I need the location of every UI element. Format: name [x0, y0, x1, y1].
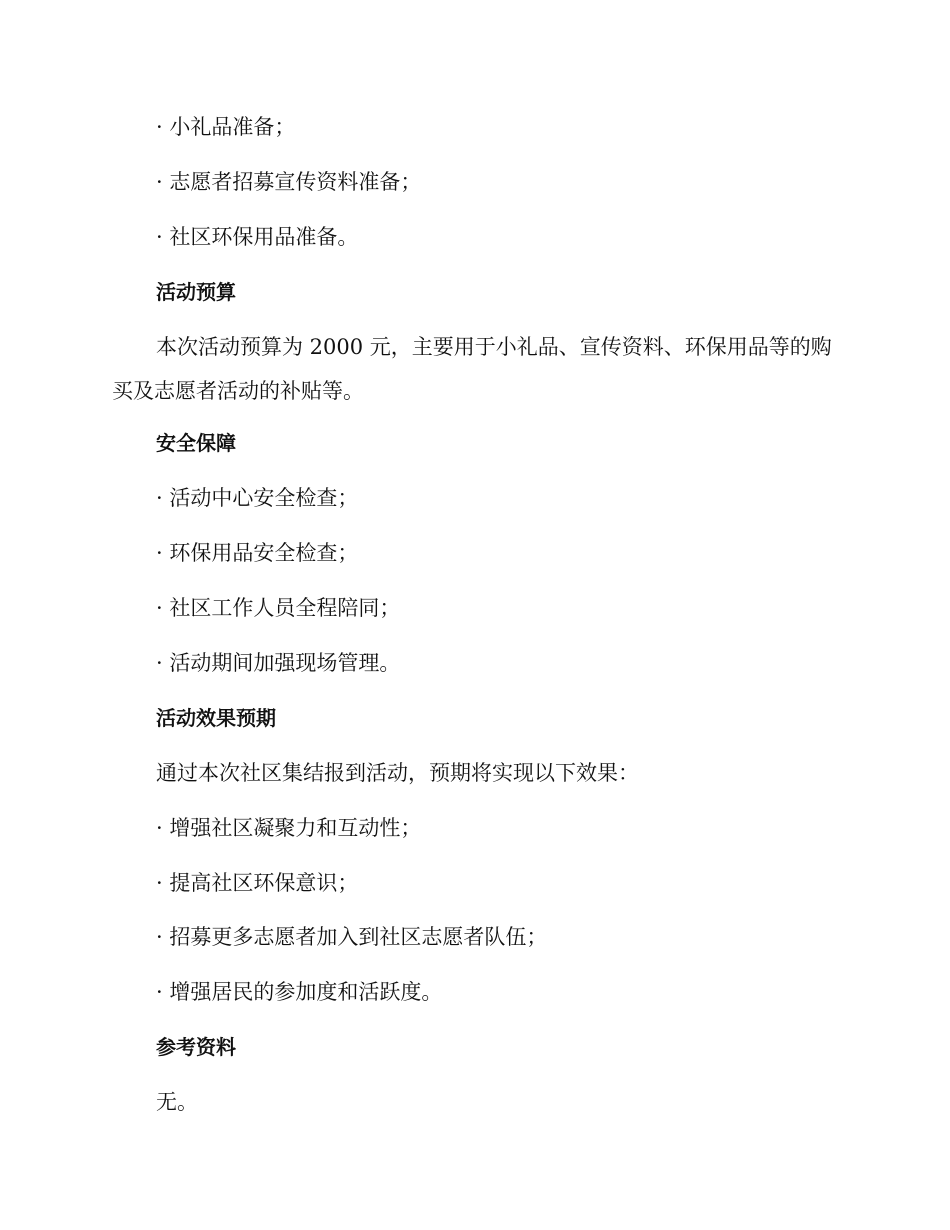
section-heading-safety: 安全保障 [156, 431, 236, 455]
list-item: · 活动期间加强现场管理。 [156, 651, 401, 675]
section-heading-effects: 活动效果预期 [156, 706, 276, 730]
list-item: · 志愿者招募宣传资料准备； [156, 170, 422, 194]
budget-paragraph: 本次活动预算为 2000 元，主要用于小礼品、宣传资料、环保用品等的购买及志愿者活动的补贴等。 [112, 335, 832, 403]
list-item: · 增强社区凝聚力和互动性； [156, 816, 422, 840]
list-item: · 增强居民的参加度和活跃度。 [156, 980, 443, 1004]
list-item: · 社区工作人员全程陪同； [156, 596, 401, 620]
section-heading-budget: 活动预算 [156, 280, 236, 304]
list-item: · 小礼品准备； [156, 115, 296, 139]
section-heading-references: 参考资料 [156, 1035, 236, 1059]
list-item: · 招募更多志愿者加入到社区志愿者队伍； [156, 925, 548, 949]
list-item: · 活动中心安全检查； [156, 486, 359, 510]
references-body: 无。 [156, 1090, 198, 1114]
list-item: · 社区环保用品准备。 [156, 225, 359, 249]
list-item: · 环保用品安全检查； [156, 541, 359, 565]
list-item: · 提高社区环保意识； [156, 871, 359, 895]
effects-intro: 通过本次社区集结报到活动，预期将实现以下效果： [156, 761, 639, 785]
